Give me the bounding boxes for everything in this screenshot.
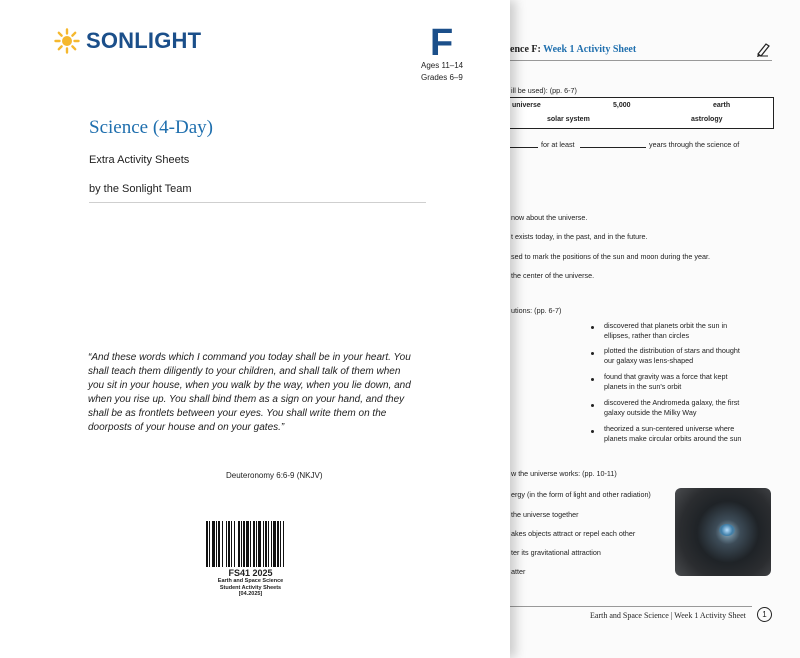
- statement-line: the center of the universe.: [511, 271, 595, 280]
- matching-item-line: galaxy outside the Milky Way: [604, 408, 697, 417]
- product-line: [04.2025]: [238, 591, 263, 597]
- barcode-bar: [218, 521, 220, 567]
- barcode-bar: [212, 521, 215, 567]
- barcode-bar: [256, 521, 257, 567]
- barcode-bar: [283, 521, 284, 567]
- sheet-footer: Earth and Space Science | Week 1 Activity Sheet: [590, 611, 746, 620]
- barcode-bar: [268, 521, 269, 567]
- scripture-quote: “And these words which I command you today shall be in your heart. You shall teach them diligently to your children, and shall talk of them when you sit in your house, when you walk by the way, when you lie down, and when you rise up. You shall bind them as a sign on your hand, and they shall be as frontlets between your eyes. You shall write them on the doorposts of your house and on your gates.”: [88, 352, 411, 433]
- forces-item: ergy (in the form of light and other radiation): [511, 490, 651, 499]
- author-line: by the Sonlight Team: [89, 183, 192, 195]
- product-line: Earth and Space Science: [217, 578, 284, 584]
- barcode-bar: [228, 521, 230, 567]
- wordbank-intro: ill be used): (pp. 6-7): [511, 86, 577, 95]
- forces-intro: w the universe works: (pp. 10-11): [511, 469, 617, 478]
- sheet-header-prefix: ence F:: [510, 44, 544, 55]
- barcode-bar: [226, 521, 227, 567]
- grade-range: Grades 6–9: [421, 73, 463, 82]
- blank-line: [506, 147, 538, 148]
- matching-item-line: planets in the sun's orbit: [604, 382, 682, 391]
- statement-line: sed to mark the positions of the sun and moon during the year.: [511, 252, 710, 261]
- word-bank-item: 5,000: [613, 102, 631, 109]
- matching-item-line: plotted the distribution of stars and thought: [604, 346, 740, 355]
- matching-item-line: theorized a sun-centered universe where: [604, 424, 735, 433]
- forces-item: the universe together: [511, 510, 579, 519]
- barcode-bar: [250, 521, 251, 567]
- bullet: [591, 326, 594, 329]
- barcode-bar: [209, 521, 210, 567]
- statement-line: now about the universe.: [511, 213, 588, 222]
- scripture-reference: Deuteronomy 6:6-9 (NKJV): [226, 471, 323, 480]
- barcode-bar: [280, 521, 281, 567]
- subtitle: Extra Activity Sheets: [89, 154, 190, 166]
- sheet-header: [510, 44, 636, 55]
- matching-intro: utions: (pp. 6-7): [511, 306, 562, 315]
- bullet: [591, 352, 594, 355]
- brand-name: SONLIGHT: [86, 28, 202, 53]
- word-bank-item: solar system: [547, 116, 590, 123]
- matching-item-line: found that gravity was a force that kept: [604, 372, 728, 381]
- barcode-bar: [277, 521, 279, 567]
- matching-item-line: discovered that planets orbit the sun in: [604, 321, 728, 330]
- barcode: [205, 521, 296, 567]
- blank-line: [580, 147, 646, 148]
- barcode-bar: [258, 521, 261, 567]
- forces-item: akes objects attract or repel each other: [511, 529, 636, 538]
- bullet: [591, 378, 594, 381]
- word-bank-item: universe: [512, 102, 541, 109]
- barcode-bar: [234, 521, 235, 567]
- header-rule: [500, 60, 772, 61]
- matching-item-line: ellipses, rather than circles: [604, 331, 690, 340]
- statement-line: t exists today, in the past, and in the future.: [511, 232, 648, 241]
- product-line: Student Activity Sheets: [219, 585, 282, 591]
- word-bank-item: astrology: [691, 116, 723, 123]
- barcode-bar: [271, 521, 272, 567]
- age-range: Ages 11–14: [421, 61, 464, 70]
- fill-in-text: for at least: [541, 140, 575, 149]
- barcode-bar: [216, 521, 217, 567]
- forces-item: ter its gravitational attraction: [511, 548, 601, 557]
- pencil-icon: [754, 40, 772, 58]
- level-letter: F: [430, 22, 454, 64]
- word-bank-item: earth: [713, 102, 731, 109]
- barcode-bar: [263, 521, 264, 567]
- barcode-bar: [273, 521, 276, 567]
- barcode-bar: [246, 521, 249, 567]
- barcode-bar: [243, 521, 245, 567]
- page-number: 1: [757, 607, 772, 622]
- forces-item: atter: [511, 567, 526, 576]
- barcode-bar: [206, 521, 208, 567]
- barcode-bar: [222, 521, 223, 567]
- matching-item-line: planets make circular orbits around the sun: [604, 434, 742, 443]
- sheet-header-title: Week 1 Activity Sheet: [543, 44, 637, 55]
- galaxy-core: [719, 524, 735, 536]
- sonlight-logo: [54, 27, 201, 55]
- barcode-bar: [265, 521, 267, 567]
- sun-icon: [54, 28, 80, 54]
- bullet: [591, 404, 594, 407]
- barcode-bar: [238, 521, 240, 567]
- matching-item-line: our galaxy was lens-shaped: [604, 356, 694, 365]
- title-divider: [89, 202, 426, 203]
- product-code: FS41 2025: [228, 568, 273, 578]
- barcode-bar: [241, 521, 242, 567]
- fill-in-tail: years through the science of: [649, 140, 740, 149]
- galaxy-image: [675, 488, 771, 576]
- barcode-bar: [231, 521, 232, 567]
- course-title: Science (4-Day): [89, 117, 213, 138]
- barcode-bar: [253, 521, 255, 567]
- footer-rule: [500, 606, 752, 607]
- word-bank: [506, 97, 774, 129]
- bullet: [591, 430, 594, 433]
- matching-item-line: discovered the Andromeda galaxy, the first: [604, 398, 740, 407]
